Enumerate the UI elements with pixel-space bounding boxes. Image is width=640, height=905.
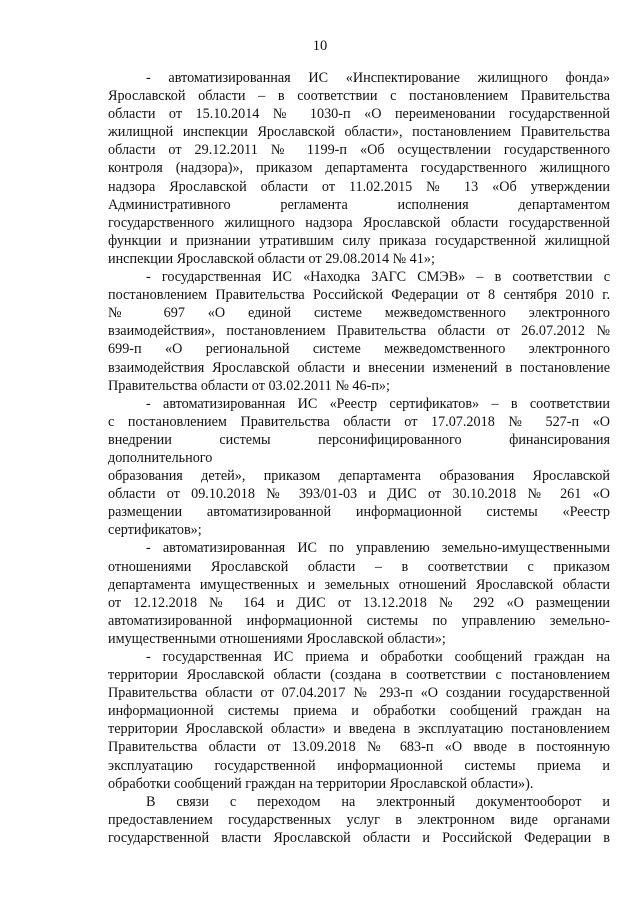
text-line: - автоматизированная ИС «Реестр сертификатов» – в соответствии <box>146 395 610 412</box>
text-line: жилищной инспекции Ярославской области», постановлением Правительства <box>108 124 610 141</box>
text-line: сертификатов»; <box>108 522 202 539</box>
text-line: Ярославской области – в соответствии с постановлением Правительства <box>108 88 610 105</box>
text-line: - автоматизированная ИС «Инспектирование жилищного фонда» <box>146 70 610 86</box>
text-line: государственного жилищного надзора Ярославской области государственной <box>108 214 610 231</box>
text-line: образования детей», приказом департамента образования Ярославской <box>108 468 610 485</box>
text-line: Правительства области от 03.02.2011 № 46-п»; <box>108 377 390 394</box>
text-line: - автоматизированная ИС по управлению земельно-имущественными <box>146 540 610 557</box>
text-line: предоставлением государственных услуг в электронном виде органами <box>108 811 610 828</box>
text-line: департамента имущественных и земельных отношений Ярославской области <box>108 576 610 593</box>
text-line: Правительства области от 07.04.2017 № 293-п «О создании государственной <box>108 685 610 702</box>
text-line: области от 29.12.2011 № 1199-п «Об осуществлении государственного <box>108 142 610 159</box>
text-line: имущественными отношениями Ярославской области»; <box>108 630 446 647</box>
page-number: 10 <box>312 38 328 54</box>
text-line: В связи с переходом на электронный документооборот и <box>146 793 610 810</box>
text-line: № 697 «О единой системе межведомственного электронного <box>108 305 610 322</box>
text-line: надзора Ярославской области от 11.02.2015 № 13 «Об утверждении <box>108 178 610 195</box>
text-line: государственной власти Ярославской области и Российской Федерации в <box>108 829 610 846</box>
text-line: дополнительного <box>108 449 213 466</box>
text-line: постановлением Правительства Российской Федерации от 8 сентября 2010 г. <box>108 287 610 304</box>
text-line: обработки сообщений граждан на территории Ярославской области»). <box>108 775 534 792</box>
text-line: Административного регламента исполнения департаментом <box>108 196 610 213</box>
text-line: с постановлением Правительства области от 17.07.2018 № 527-п «О <box>108 413 610 430</box>
text-line: Правительства области от 13.09.2018 № 683-п «О вводе в постоянную <box>108 739 610 756</box>
text-line: территории Ярославской области» и введена в эксплуатацию постановлением <box>108 721 610 738</box>
text-line: размещении автоматизированной информационной системы «Реестр <box>108 504 610 521</box>
text-line: функции и признании утратившим силу приказа государственной жилищной <box>108 232 610 249</box>
text-line: внедрении системы персонифицированного финансирования <box>108 431 610 448</box>
text-line: территории Ярославской области (создана в соответствии с постановлением <box>108 667 610 684</box>
text-line: инспекции Ярославской области от 29.08.2014 № 41»; <box>108 250 435 267</box>
text-line: информационной системы приема и обработки сообщений граждан на <box>108 703 610 720</box>
text-line: отношениями Ярославской области – в соответствии с приказом <box>108 558 610 575</box>
text-line: области от 09.10.2018 № 393/01-03 и ДИС от 30.10.2018 № 261 «О <box>108 486 610 503</box>
text-line: от 12.12.2018 № 164 и ДИС от 13.12.2018 № 292 «О размещении <box>108 594 610 611</box>
text-line: области от 15.10.2014 № 1030-п «О переименовании государственной <box>108 106 610 123</box>
text-line: автоматизированной информационной системы по управлению земельно- <box>108 612 610 629</box>
text-line: 699-п «О региональной системе межведомственного электронного <box>108 341 610 358</box>
text-line: взаимодействия», постановлением Правительства области от 26.07.2012 № <box>108 323 610 340</box>
text-line: - государственная ИС приема и обработки сообщений граждан на <box>146 649 610 665</box>
document-body <box>108 69 610 847</box>
text-line: контроля (надзора)», приказом департамента государственного жилищного <box>108 160 610 177</box>
text-line: - государственная ИС «Находка ЗАГС СМЭВ» – в соответствии с <box>146 269 610 286</box>
text-line: эксплуатацию государственной информационной системы приема и <box>108 757 610 774</box>
text-line: взаимодействия Ярославской области и внесении изменений в постановление <box>108 359 610 376</box>
